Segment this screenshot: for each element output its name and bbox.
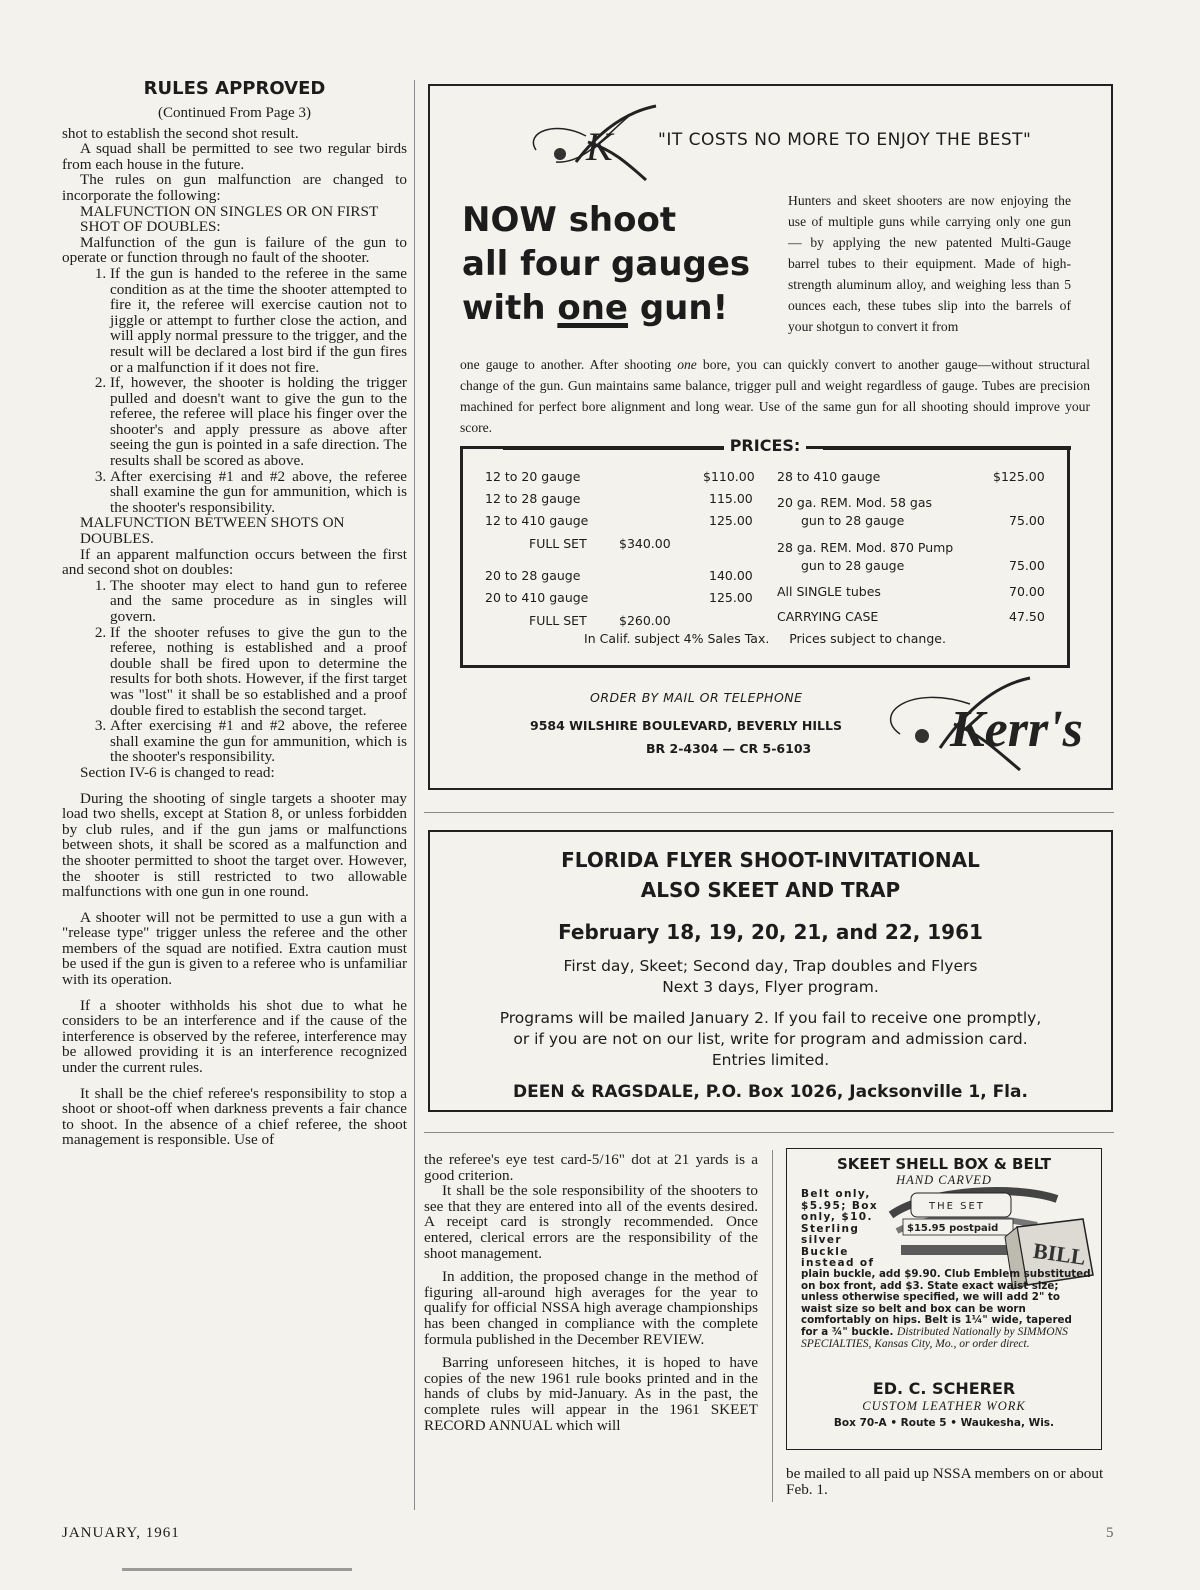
numbered-list [62, 578, 407, 765]
price-item: FULL SET [529, 613, 587, 628]
scan-artifact [122, 1568, 352, 1571]
price-list [460, 436, 1070, 668]
florida-title: FLORIDA FLYER SHOOT-INVITATIONAL [561, 848, 980, 872]
kerr-body-text: Hunters and skeet shooters are now enjoying the use of multiple guns while carrying only one gun — by applying the new patented Multi-Gauge barrel tubes to their equipment. Made of high-strength aluminum alloy, and weighing less than 5 ounces each, these tubes slip into the barrels of your shotgun to convert it from [788, 193, 1071, 334]
skeet-subtitle: HAND CARVED [896, 1173, 992, 1187]
skeet-distributor: Distributed Nationally by SIMMONS SPECIALTIES, Kansas City, Mo., or order direct. [801, 1325, 1068, 1350]
rules-article-continued [424, 1152, 758, 1433]
skeet-box-advertisement [786, 1148, 1102, 1450]
paragraph: Section IV-6 is changed to read: [80, 763, 275, 781]
order-instructions: ORDER BY MAIL OR TELEPHONE [590, 690, 803, 705]
price-item: CARRYING CASE [777, 609, 879, 624]
florida-dates: February 18, 19, 20, 21, and 22, 1961 [558, 920, 983, 944]
page-number: 5 [1106, 1525, 1114, 1541]
maker-name: ED. C. SCHERER [872, 1379, 1016, 1398]
kerr-logo-text: Kerr's [950, 701, 1083, 758]
price-item: 12 to 20 gauge [485, 469, 581, 484]
numbered-list [62, 266, 407, 516]
kerr-body-text-continued: one gauge to another. After shooting one bore, you can quickly convert to another gauge—without structural change of the gun. Gun maintains same balance, trigger pull and weight regardless of gauge. Tubes are precision machined for perfect bore alignment and long wear. Use of the same gun for all shooting should improve your score. [460, 357, 1090, 435]
florida-contact: DEEN & RAGSDALE, P.O. Box 1026, Jacksonville 1, Fla. [513, 1082, 1028, 1102]
paragraph: Barring unforeseen hitches, it is hoped to have copies of the new 1961 rule books printed and in the hands of clubs by mid-January. As in the past, the complete rules will appear in the 1961 SKEET RECORD ANNUAL which will [424, 1354, 758, 1434]
price-item: 12 to 410 gauge [485, 513, 589, 528]
paragraph: If an apparent malfunction occurs between the first and second shot on doubles: [62, 545, 407, 579]
florida-subtitle: ALSO SKEET AND TRAP [640, 878, 901, 902]
section-heading: MALFUNCTION BETWEEN SHOTS ON DOUBLES. [80, 514, 345, 548]
continued-note: (Continued From Page 3) [158, 105, 311, 121]
list-item: 1. The shooter may elect to hand gun to referee and the same procedure as in singles will govern. [110, 578, 407, 625]
kerr-logo-icon [870, 674, 1090, 774]
price-value: $340.00 [619, 536, 671, 551]
price-value: 75.00 [1009, 558, 1045, 573]
paragraph: The rules on gun malfunction are changed to incorporate the following: [62, 171, 407, 204]
paragraph: A shooter will not be permitted to use a gun with a "release type" trigger unless the referee and the other members of the squad are notified. Extra caution must be used if the gun is given to a referee who is unfamiliar with its operation. [62, 908, 407, 989]
florida-note: Entries limited. [711, 1051, 830, 1069]
price-value: 47.50 [1009, 609, 1045, 624]
price-item: 28 to 410 gauge [777, 469, 881, 484]
paragraph: It shall be the sole responsibility of the shooters to see that they are entered into all of the events desired. A receipt card is strongly recommended. Once entered, clerical errors are the responsibility of the shoot management. [424, 1182, 758, 1262]
skeet-description: plain buckle, add $9.90. Club Emblem substituted on box front, add $3. State exact waist size; unless otherwise specified, we will add 2" to waist size so belt and box can be worn comfortably on hips. Belt is 1¼" wide, tapered for a ¾" buckle. Distributed Nationally by SIMMONS SPECIALTIES, Kansas City, Mo., or order direct. [801, 1268, 1091, 1350]
headline-emphasis: one [557, 288, 628, 328]
price-value: $125.00 [993, 469, 1045, 484]
headline-line: all four gauges [462, 244, 751, 284]
set-label: THE SET [929, 1201, 985, 1212]
price-list-label: PRICES: [463, 436, 1067, 455]
paragraph: A squad shall be permitted to see two regular birds from each house in the future. [62, 140, 407, 173]
skeet-title: SKEET SHELL BOX & BELT [836, 1155, 1052, 1173]
paragraph: If a shooter withholds his shot due to what he considers to be an interference and if the cause of the interference is observed by the referee, interference may be allowed providing it is an interference recognized under the current rules. [62, 996, 407, 1077]
price-item: 12 to 28 gauge [485, 491, 581, 506]
kerr-address: 9584 WILSHIRE BOULEVARD, BEVERLY HILLS [530, 718, 842, 733]
price-item: gun to 28 gauge [801, 558, 905, 573]
box-name: BILL [1031, 1237, 1088, 1270]
price-value: 140.00 [709, 568, 753, 583]
paragraph: In addition, the proposed change in the method of figuring all-around high averages for the year to qualify for official NSSA high average championships has been changed in compliance with the complete formula published in the December REVIEW. [424, 1268, 758, 1348]
paragraph: It shall be the chief referee's responsibility to stop a shoot or shoot-off when darkness prevents a fair chance to shoot. In the absence of a chief referee, the shoot management is responsible. Use of [62, 1084, 407, 1149]
headline-line: with one gun! [462, 288, 729, 328]
list-item: 1. If the gun is handed to the referee in the same condition as at the time the shooter attempted to fire it, the referee will exercise caution not to jiggle or attempt to further close the action, and will apply normal pressure to the trigger, and the result will be declared a lost bird if the gun fires or a malfunction if it does not fire. [110, 266, 407, 375]
list-item: 2. If the shooter refuses to give the gun to the referee, nothing is established and a proof double shall be fired upon to determine the results for both shots. However, if the first target was "lost" it shall be so established and a proof double fired to establish the second target. [110, 625, 407, 719]
list-item: 3. After exercising #1 and #2 above, the referee shall examine the gun for ammunition, which is the shooter's responsibility. [110, 469, 407, 516]
florida-program: Next 3 days, Flyer program. [662, 978, 879, 996]
skeet-price-text: Belt only, $5.95; Box only, $10. Sterling silver Buckle instead of [801, 1188, 879, 1269]
section-divider [424, 812, 1114, 813]
rules-article [62, 78, 407, 1148]
florida-note: or if you are not on our list, write for program and admission card. [513, 1030, 1028, 1048]
price-item: 28 ga. REM. Mod. 870 Pump [777, 540, 954, 555]
issue-date: JANUARY, 1961 [62, 1525, 180, 1541]
kerr-slogan: "IT COSTS NO MORE TO ENJOY THE BEST" [658, 130, 1032, 150]
article-title: RULES APPROVED [143, 78, 326, 99]
paragraph: shot to establish the second shot result. [62, 124, 299, 142]
maker-craft: CUSTOM LEATHER WORK [862, 1399, 1026, 1413]
kerr-phone: BR 2-4304 — CR 5-6103 [646, 741, 812, 756]
maker-address: Box 70-A • Route 5 • Waukesha, Wis. [833, 1417, 1055, 1429]
paragraph: During the shooting of single targets a shooter may load two shells, except at Station 8, or unless forbidden by club rules, and if the gun jams or malfunctions between shots, it shall be scored as a malfunction and the shooter permitted to shoot the target over. However, the shooter is still restricted to two allowable malfunctions with one gun in one round. [62, 789, 407, 901]
column-divider [772, 1150, 773, 1502]
price-item: 20 ga. REM. Mod. 58 gas [777, 495, 933, 510]
florida-program: First day, Skeet; Second day, Trap doubles and Flyers [563, 957, 978, 975]
section-heading: MALFUNCTION ON SINGLES OR ON FIRST SHOT OF DOUBLES: [80, 202, 379, 236]
price-value: $110.00 [703, 469, 755, 484]
price-item: FULL SET [529, 536, 587, 551]
price-value: 125.00 [709, 513, 753, 528]
florida-flyer-advertisement [428, 830, 1113, 1112]
paragraph: the referee's eye test card-5/16" dot at 21 yards is a good criterion. [424, 1151, 758, 1184]
section-divider [424, 1132, 1114, 1133]
price-value: 115.00 [709, 491, 753, 506]
list-item: 3. After exercising #1 and #2 above, the referee shall examine the gun for ammunition, which is the shooter's responsibility. [110, 718, 407, 765]
headline-line: NOW shoot [462, 200, 677, 240]
paragraph: Malfunction of the gun is failure of the gun to operate or function through no fault of the shooter. [62, 233, 407, 267]
price-value: 75.00 [1009, 513, 1045, 528]
set-price: $15.95 postpaid [907, 1223, 999, 1234]
kerr-monogram-icon [516, 102, 666, 182]
price-item: 20 to 28 gauge [485, 568, 581, 583]
florida-note: Programs will be mailed January 2. If you fail to receive one promptly, [499, 1009, 1042, 1027]
price-notes: In Calif. subject 4% Sales Tax. Prices subject to change. [584, 631, 946, 646]
column-divider [414, 80, 415, 1510]
kerr-advertisement [428, 84, 1113, 790]
kerr-headline [462, 198, 750, 330]
list-item: 2. If, however, the shooter is holding the trigger pulled and doesn't want to give the gun to the referee, the referee will place his finger over the shooter's and apply pressure as above after seeing the gun is pointed in a safe direction. The results shall be scored as above. [110, 375, 407, 469]
rules-article-end: be mailed to all paid up NSSA members on or about Feb. 1. [786, 1465, 1104, 1498]
price-value: $260.00 [619, 613, 671, 628]
price-value: 125.00 [709, 590, 753, 605]
price-value: 70.00 [1009, 584, 1045, 599]
price-item: gun to 28 gauge [801, 513, 905, 528]
price-item: All SINGLE tubes [777, 584, 881, 599]
kerr-monogram-letter: K [586, 124, 613, 169]
price-item: 20 to 410 gauge [485, 590, 589, 605]
